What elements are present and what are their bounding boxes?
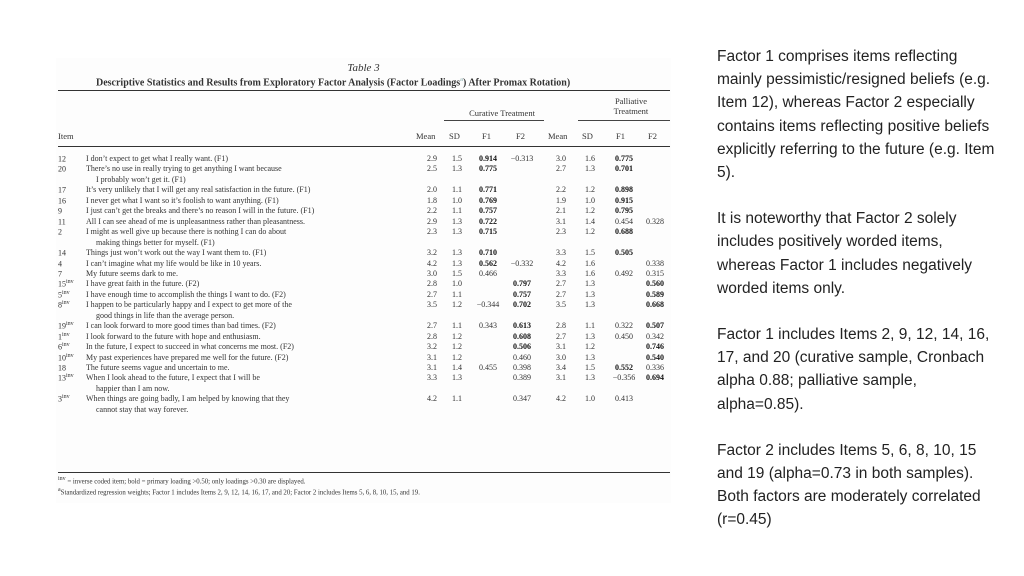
factor-analysis-table (56, 58, 671, 503)
cell-f21: 0.389 (513, 373, 531, 383)
table-row (56, 394, 671, 404)
bottom-rule (58, 472, 670, 473)
table-title: Descriptive Statistics and Results from Exploratory Factor Analysis (Factor Loadings$^a$) After Promax Rotation) (96, 76, 571, 89)
item-text: I don’t expect to get what I really want. (F1) (86, 154, 229, 163)
cell-f21: 0.757 (513, 289, 531, 299)
cell-sd2: 1.3 (585, 373, 595, 383)
item-text: Things just won’t work out the way I want them to. (F1) (86, 248, 267, 258)
cell-sd1: 1.1 (452, 206, 462, 216)
cell-m2: 3.3 (556, 248, 566, 258)
cell-sd1: 1.3 (452, 373, 462, 383)
cell-m2: 4.2 (556, 394, 566, 404)
item-number: 11 (58, 217, 66, 227)
item-number: $13^{inv}$ (58, 373, 74, 384)
table-row-continuation (56, 311, 671, 321)
cell-sd1: 1.5 (452, 154, 462, 163)
cell-m2: 3.0 (556, 154, 566, 163)
cell-sd2: 1.2 (585, 185, 595, 195)
cell-m1: 3.0 (427, 268, 437, 278)
cell-f12: 0.795 (615, 206, 633, 216)
col-sd-palliative: SD (582, 131, 593, 141)
cell-m1: 2.9 (427, 154, 437, 163)
cell-f22: 0.668 (646, 300, 664, 310)
cell-m2: 1.9 (556, 195, 566, 205)
header-rule (58, 146, 670, 147)
cell-f21: 0.347 (513, 394, 531, 404)
item-number: 7 (58, 269, 62, 279)
note-factor1-items: Factor 1 includes Items 2, 9, 12, 14, 16, 17, and 20 (curative sample, Cronbach alpha 0.88; palliative sample, alpha=0.85). (717, 326, 990, 413)
cell-f11: 0.710 (479, 248, 497, 258)
cell-f12: 0.898 (615, 185, 633, 195)
cell-sd1: 1.1 (452, 394, 462, 404)
cell-f22: 0.507 (646, 321, 664, 331)
item-number: $19^{inv}$ (58, 321, 74, 331)
cell-m2: 2.7 (556, 331, 566, 341)
cell-sd1: 1.0 (452, 279, 462, 289)
cell-f22: 0.560 (646, 279, 664, 289)
col-mean-curative: Mean (416, 131, 436, 141)
item-text: The future seems vague and uncertain to me. (86, 363, 230, 372)
cell-m2: 3.1 (556, 373, 566, 383)
table-row-continuation (56, 175, 671, 185)
cell-sd2: 1.5 (585, 248, 595, 258)
item-text: I might as well give up because there is nothing I can do about (86, 227, 287, 237)
cell-f11: 0.715 (479, 227, 497, 237)
col-f2-curative: F2 (516, 131, 525, 141)
cell-sd2: 1.2 (585, 206, 595, 216)
cell-sd2: 1.6 (585, 258, 595, 268)
table-row (56, 259, 671, 269)
item-text: I have enough time to accomplish the things I want to do. (F2) (86, 289, 286, 299)
cell-sd2: 1.3 (585, 164, 595, 174)
cell-f12: 0.322 (615, 321, 633, 331)
cell-f12: 0.492 (615, 268, 633, 278)
cell-sd2: 1.0 (585, 394, 595, 404)
note-factor2-wording: It is noteworthy that Factor 2 solely includes positively worded items, whereas Factor 1 includes negatively worded items only. (717, 210, 973, 297)
cell-f21: −0.313 (510, 154, 534, 163)
cell-f11: 0.914 (479, 154, 497, 163)
table-row-continuation (56, 238, 671, 248)
note-factor2-items: Factor 2 includes Items 5, 6, 8, 10, 15 and 19 (alpha=0.73 in both samples). Both factors are moderately correlated (r=0.45) (717, 441, 981, 529)
col-f1-curative: F1 (482, 131, 491, 141)
cell-m1: 2.2 (427, 206, 437, 216)
cell-sd2: 1.0 (585, 195, 595, 205)
cell-f21: 0.613 (513, 321, 531, 331)
cell-f22: 0.336 (646, 363, 664, 372)
cell-sd2: 1.5 (585, 363, 595, 372)
item-number: 20 (58, 165, 66, 175)
item-number: 18 (58, 363, 66, 373)
item-text: When I look ahead to the future, I expect that I will be (86, 373, 260, 383)
commentary-text (717, 45, 1002, 555)
cell-m1: 4.2 (427, 258, 437, 268)
cell-m2: 2.7 (556, 279, 566, 289)
cell-sd1: 1.2 (452, 300, 462, 310)
cell-m2: 2.3 (556, 227, 566, 237)
cell-sd1: 1.4 (452, 363, 462, 372)
table-row (56, 154, 671, 164)
cell-sd1: 1.1 (452, 185, 462, 195)
table-row (56, 269, 671, 279)
table-row (56, 196, 671, 206)
item-number: 2 (58, 227, 62, 237)
item-text: I can’t imagine what my life would be like in 10 years. (86, 258, 262, 268)
table-row (56, 248, 671, 258)
group-curative-line (444, 120, 544, 121)
table-row-continuation (56, 384, 671, 394)
item-text: When things are going badly, I am helped by knowing that they (86, 394, 290, 404)
cell-f21: 0.797 (513, 279, 531, 289)
cell-f12: 0.552 (615, 363, 633, 372)
table-row (56, 321, 671, 331)
table-row (56, 217, 671, 227)
cell-m1: 3.1 (427, 363, 437, 372)
col-mean-palliative: Mean (548, 131, 568, 141)
cell-f11: 0.775 (479, 164, 497, 174)
cell-f12: 0.450 (615, 331, 633, 341)
cell-m2: 2.8 (556, 321, 566, 331)
item-text: There’s no use in really trying to get anything I want because (86, 164, 282, 174)
table-row (56, 300, 671, 310)
item-number: $8^{inv}$ (58, 300, 70, 310)
item-number: 17 (58, 186, 66, 195)
cell-m1: 3.2 (427, 342, 437, 352)
footnote-standardized: aStandardized regression weights; Factor 1 includes Items 2, 9, 12, 14, 16, 17, and 20; Factor 2 includes Items 5, 6, 8, 10, 15, and 19. (58, 487, 420, 497)
cell-f21: 0.460 (513, 352, 531, 362)
cell-f12: 0.413 (615, 394, 633, 404)
cell-sd2: 1.6 (585, 268, 595, 278)
cell-f22: 0.328 (646, 216, 664, 226)
cell-sd1: 1.3 (452, 227, 462, 237)
table-row-continuation (56, 405, 671, 415)
cell-m2: 3.1 (556, 216, 566, 226)
cell-sd1: 1.3 (452, 248, 462, 258)
table-row (56, 290, 671, 300)
cell-sd1: 1.3 (452, 216, 462, 226)
table-row (56, 185, 671, 195)
cell-m2: 2.7 (556, 164, 566, 174)
item-number: $10^{inv}$ (58, 352, 74, 363)
cell-sd2: 1.3 (585, 300, 595, 310)
item-number: $6^{inv}$ (58, 342, 70, 352)
cell-f11: 0.769 (479, 195, 497, 205)
cell-f12: 0.505 (615, 248, 633, 258)
cell-sd2: 1.1 (585, 321, 595, 331)
cell-m1: 2.7 (427, 321, 437, 331)
cell-f21: 0.506 (513, 342, 531, 352)
table-row (56, 279, 671, 289)
cell-f11: 0.466 (479, 268, 497, 278)
cell-m1: 3.2 (427, 248, 437, 258)
table-row (56, 164, 671, 174)
cell-m2: 2.2 (556, 185, 566, 195)
item-text: I look forward to the future with hope and enthusiasm. (86, 331, 261, 341)
item-text: In the future, I expect to succeed in what concerns me most. (F2) (86, 342, 294, 352)
item-text: I probably won’t get it. (F1) (96, 174, 186, 184)
cell-f22: 0.315 (646, 268, 664, 278)
item-text: I have great faith in the future. (F2) (86, 279, 200, 289)
col-sd-curative: SD (449, 131, 460, 141)
col-item: Item (58, 131, 74, 141)
cell-f21: −0.332 (510, 258, 534, 268)
item-text: My future seems dark to me. (86, 268, 178, 278)
cell-sd2: 1.4 (585, 216, 595, 226)
cell-sd1: 1.3 (452, 258, 462, 268)
cell-sd1: 1.2 (452, 342, 462, 352)
item-text: All I can see ahead of me is unpleasantness rather than pleasantness. (86, 216, 306, 226)
cell-m1: 2.0 (427, 185, 437, 195)
cell-m1: 3.5 (427, 300, 437, 310)
cell-sd1: 1.5 (452, 268, 462, 278)
cell-m1: 1.8 (427, 195, 437, 205)
cell-m1: 2.5 (427, 164, 437, 174)
table-row (56, 206, 671, 216)
cell-sd2: 1.3 (585, 352, 595, 362)
cell-m1: 4.2 (427, 394, 437, 404)
cell-m2: 3.0 (556, 352, 566, 362)
cell-f11: 0.343 (479, 321, 497, 331)
item-text: I never get what I want so it’s foolish to want anything. (F1) (86, 195, 279, 205)
col-f2-palliative: F2 (648, 131, 657, 141)
item-number: 16 (58, 196, 66, 206)
group-palliative: Palliative Treatment (613, 96, 649, 116)
item-text: making things better for myself. (F1) (96, 237, 215, 247)
cell-f12: 0.915 (615, 195, 633, 205)
cell-f12: −0.356 (612, 373, 636, 383)
cell-f12: 0.775 (615, 154, 633, 163)
item-number: $3^{inv}$ (58, 394, 70, 404)
cell-m1: 2.8 (427, 279, 437, 289)
cell-m2: 4.2 (556, 258, 566, 268)
cell-f11: 0.757 (479, 206, 497, 216)
cell-f22: 0.540 (646, 352, 664, 362)
table-row (56, 332, 671, 342)
cell-m2: 3.1 (556, 342, 566, 352)
cell-sd2: 1.3 (585, 331, 595, 341)
item-number: $1^{inv}$ (58, 331, 70, 342)
cell-f11: 0.771 (479, 185, 497, 195)
cell-m1: 2.8 (427, 331, 437, 341)
item-number: $5^{inv}$ (58, 289, 70, 300)
cell-f11: −0.344 (476, 300, 500, 310)
item-text: cannot stay that way forever. (96, 404, 189, 414)
item-text: happier than I am now. (96, 383, 170, 393)
footnote-inverse: inv = inverse coded item; bold = primary loading >0.50; only loadings >0.30 are displayed. (58, 476, 306, 486)
cell-f22: 0.694 (646, 373, 664, 383)
cell-sd1: 1.1 (452, 289, 462, 299)
cell-m1: 2.9 (427, 216, 437, 226)
cell-sd2: 1.3 (585, 279, 595, 289)
table-caption: Table 3 (347, 62, 380, 74)
cell-f11: 0.562 (479, 258, 497, 268)
item-number: $15^{inv}$ (58, 279, 74, 290)
table-row (56, 353, 671, 363)
col-f1-palliative: F1 (616, 131, 625, 141)
cell-f11: 0.722 (479, 216, 497, 226)
cell-m2: 3.5 (556, 300, 566, 310)
cell-m1: 2.7 (427, 289, 437, 299)
item-number: 12 (58, 154, 66, 164)
table-row (56, 342, 671, 352)
cell-f22: 0.338 (646, 258, 664, 268)
table-row (56, 363, 671, 373)
cell-f12: 0.701 (615, 164, 633, 174)
cell-sd2: 1.6 (585, 154, 595, 163)
note-factor1-description: Factor 1 comprises items reflecting mainly pessimistic/resigned beliefs (e.g. Item 12), whereas Factor 2 especially contains items reflecting positive beliefs explicitly referring to the future (e.g. Item 5). (717, 48, 995, 182)
item-text: I can look forward to more good times than bad times. (F2) (86, 321, 276, 331)
top-rule (58, 90, 670, 91)
cell-sd1: 1.1 (452, 321, 462, 331)
cell-m2: 3.3 (556, 268, 566, 278)
cell-f22: 0.589 (646, 289, 664, 299)
cell-sd1: 1.2 (452, 331, 462, 341)
cell-sd2: 1.3 (585, 289, 595, 299)
item-text: I just can’t get the breaks and there’s no reason I will in the future. (F1) (86, 206, 315, 216)
group-palliative-line (578, 120, 670, 121)
cell-sd1: 1.0 (452, 195, 462, 205)
item-text: I happen to be particularly happy and I expect to get more of the (86, 300, 292, 310)
cell-sd1: 1.3 (452, 164, 462, 174)
table-row (56, 227, 671, 237)
cell-m1: 3.1 (427, 352, 437, 362)
item-text: My past experiences have prepared me well for the future. (F2) (86, 352, 289, 362)
cell-f11: 0.455 (479, 363, 497, 372)
cell-f21: 0.702 (513, 300, 531, 310)
item-number: 4 (58, 259, 62, 269)
cell-sd1: 1.2 (452, 352, 462, 362)
group-curative: Curative Treatment (469, 108, 535, 118)
cell-f12: 0.688 (615, 227, 633, 237)
cell-m2: 2.1 (556, 206, 566, 216)
cell-f22: 0.342 (646, 331, 664, 341)
cell-m1: 2.3 (427, 227, 437, 237)
item-text: good things in life than the average person. (96, 310, 235, 320)
cell-m2: 2.7 (556, 289, 566, 299)
cell-f21: 0.608 (513, 331, 531, 341)
cell-f22: 0.746 (646, 342, 664, 352)
table-row (56, 373, 671, 383)
item-text: It’s very unlikely that I will get any real satisfaction in the future. (F1) (86, 185, 311, 195)
cell-m1: 3.3 (427, 373, 437, 383)
cell-sd2: 1.2 (585, 342, 595, 352)
cell-sd2: 1.2 (585, 227, 595, 237)
cell-f12: 0.454 (615, 216, 633, 226)
cell-m2: 3.4 (556, 363, 566, 372)
cell-f21: 0.398 (513, 363, 531, 372)
item-number: 9 (58, 206, 62, 216)
item-number: 14 (58, 248, 66, 258)
